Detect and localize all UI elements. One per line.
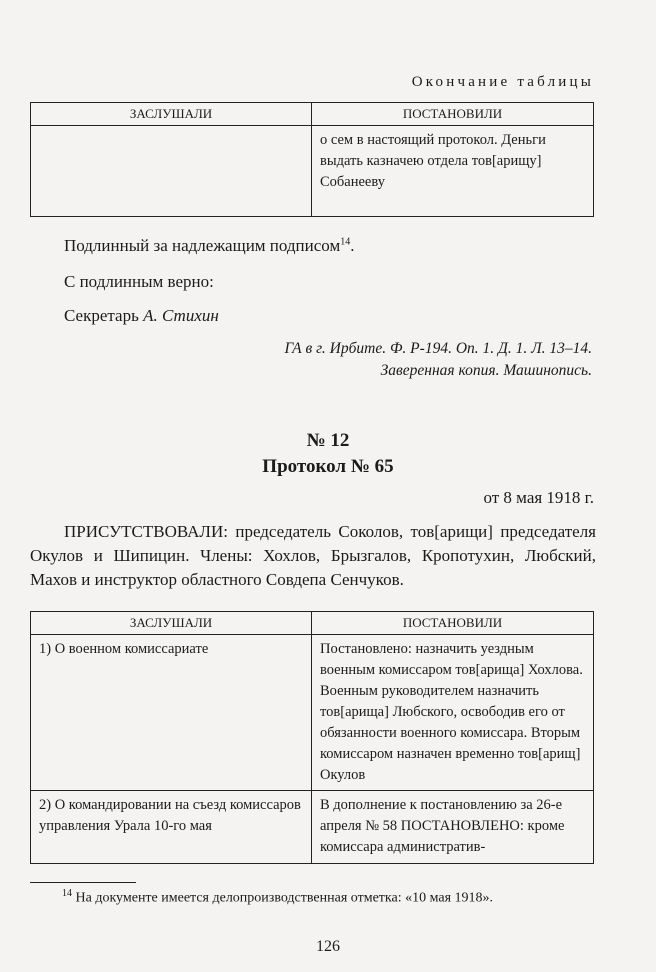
table-header-row: [31, 612, 594, 635]
column-header-resolved: ПОСТАНОВИЛИ: [312, 612, 594, 635]
column-header-heard: ЗАСЛУШАЛИ: [31, 612, 312, 635]
cell-resolved: Постановлено: назначить уездным военным комиссаром тов[арища] Хохлова. Военным руководителем назначить тов[арища] Любского, освободив его от обязанности военного комиссара. Вторым комиссаром назначен временно тов[арищ] Окулов: [312, 635, 594, 791]
footnote-text: На документе имеется делопроизводственная отметка: «10 мая 1918».: [75, 890, 494, 906]
column-header-resolved: ПОСТАНОВИЛИ: [312, 103, 594, 126]
footnote-reference: 14: [340, 236, 351, 248]
original-text: Подлинный за надлежащим подписом: [64, 236, 341, 255]
table-row: [31, 635, 594, 791]
cell-resolved: В дополнение к постановлению за 26-е апреля № 58 ПОСТАНОВЛЕНО: кроме комиссара административ-: [312, 791, 594, 864]
table-row: [31, 126, 594, 217]
document-number: № 12: [306, 430, 350, 451]
minutes-table-continued: [30, 102, 594, 217]
archive-reference: ГА в г. Ирбите. Ф. Р-194. Оп. 1. Д. 1. Л. 13–14.: [284, 340, 592, 357]
footnote-divider: [30, 882, 136, 883]
table-row: [31, 791, 594, 864]
cell-heard: [31, 126, 312, 217]
page-number: 126: [316, 938, 340, 955]
secretary-label: Секретарь: [64, 306, 139, 325]
cell-heard: 1) О военном комиссариате: [31, 635, 312, 791]
true-copy-line: С подлинным верно:: [64, 272, 214, 291]
running-header: Окончание таблицы: [411, 74, 594, 90]
footnote-number: 14: [62, 888, 72, 899]
secretary-line: [64, 306, 219, 326]
original-end: .: [350, 236, 355, 255]
copy-type: Заверенная копия. Машинопись.: [380, 362, 592, 379]
protocol-title: Протокол № 65: [262, 456, 394, 477]
footnote: [62, 888, 493, 907]
column-header-heard: ЗАСЛУШАЛИ: [31, 103, 312, 126]
table-header-row: [31, 103, 594, 126]
secretary-name: А. Стихин: [143, 306, 219, 325]
present-paragraph: ПРИСУТСТВОВАЛИ: председатель Соколов, тов[арищи] председателя Окулов и Шипицин. Члены: Хохлов, Брызгалов, Кропотухин, Любский, Махов и инструктор областного Совдепа Сенчуков.: [30, 522, 596, 589]
protocol-date: от 8 мая 1918 г.: [483, 488, 594, 507]
cell-resolved: о сем в настоящий протокол. Деньги выдать казначею отдела тов[арищу] Собанееву: [312, 126, 594, 217]
minutes-table: [30, 611, 594, 864]
original-signature-line: [64, 236, 354, 256]
cell-heard: 2) О командировании на съезд комиссаров управления Урала 10-го мая: [31, 791, 312, 864]
